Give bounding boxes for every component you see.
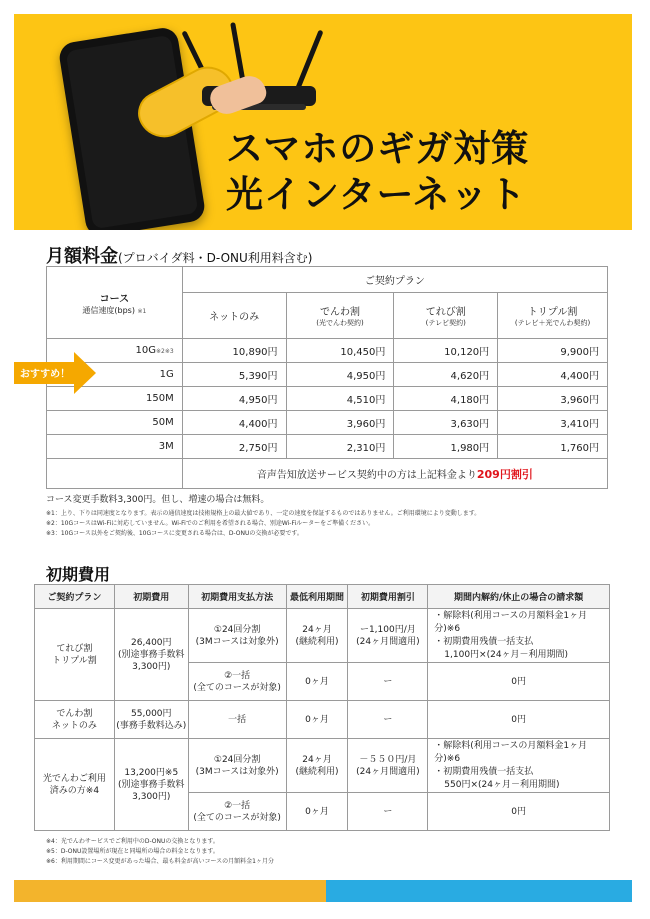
- change-fee-note: コース変更手数料3,300円。但し、増速の場合は無料。: [46, 495, 270, 505]
- discount-cell: －５５０円/月 (24ヶ月間適用): [348, 739, 428, 793]
- period-cell: 24ヶ月 (継続利用): [286, 739, 348, 793]
- price-cell: 10,120円: [394, 339, 498, 363]
- table-row: [35, 739, 610, 793]
- table-row: [47, 435, 608, 459]
- col-terebi-wari: てれび割 (テレビ契約): [394, 293, 498, 339]
- header-period: 最低利用期間: [286, 585, 348, 609]
- price-cell: 5,390円: [182, 363, 286, 387]
- price-cell: 2,750円: [182, 435, 286, 459]
- fee-cell: 13,200円※5 (別途事務手数料 3,300円): [114, 739, 188, 831]
- table-row: [47, 387, 608, 411]
- table-header-row: [35, 585, 610, 609]
- discount-text: 音声告知放送サービス契約中の方は上記料金より: [256, 469, 477, 481]
- price-cell: 3,960円: [286, 411, 394, 435]
- footnote: ※3：10Gコース以外をご契約後、10Gコースに変更される場合は、D-ONUの交換が必要です。: [46, 530, 303, 537]
- monthly-fee-heading: [46, 242, 312, 268]
- table-row: [47, 363, 608, 387]
- plan-cell: てれび割 トリプル割: [35, 609, 115, 701]
- course-header: [47, 267, 183, 339]
- price-cell: 4,400円: [182, 411, 286, 435]
- fee-cell: 26,400円 (別途事務手数料 3,300円): [114, 609, 188, 701]
- plan-cell: でんわ割 ネットのみ: [35, 701, 115, 739]
- price-cell: 4,620円: [394, 363, 498, 387]
- fee-cell: 55,000円 (事務手数料込み): [114, 701, 188, 739]
- price-cell: 1,980円: [394, 435, 498, 459]
- footnote: ※1：上り、下りは同速度となります。表示の通信速度は技術規格上の最大値であり、一定の速度を保証するものではありません。ご利用環境により変動します。: [46, 510, 481, 517]
- period-cell: 0ヶ月: [286, 663, 348, 701]
- charge-cell: 0円: [428, 701, 610, 739]
- price-cell: 3,410円: [498, 411, 608, 435]
- course-name: 3M: [47, 435, 183, 459]
- initial-cost-title: 初期費用: [46, 565, 111, 584]
- price-cell: 10,450円: [286, 339, 394, 363]
- discount-amount: 209円割引: [476, 467, 533, 481]
- method-cell: 一括: [188, 701, 286, 739]
- method-cell: ②一括 (全てのコースが対象): [188, 663, 286, 701]
- price-cell: 9,900円: [498, 339, 608, 363]
- footnote: ※5：D-ONU設置場所が現在と同場所の場合の料金となります。: [46, 848, 219, 855]
- header-fee: 初期費用: [114, 585, 188, 609]
- header-method: 初期費用支払方法: [188, 585, 286, 609]
- header-charge: 期間内解約/休止の場合の請求額: [428, 585, 610, 609]
- plan-header: ご契約プラン: [182, 267, 607, 293]
- course-name: 10G※2※3: [47, 339, 183, 363]
- discount-cell: ー: [348, 663, 428, 701]
- method-cell: ①24回分割 (3Mコースは対象外): [188, 609, 286, 663]
- header-plan: ご契約プラン: [35, 585, 115, 609]
- recommend-badge-label: おすすめ！: [20, 369, 71, 380]
- speed-label: 通信速度(bps): [82, 305, 135, 315]
- course-label: コース: [99, 293, 130, 305]
- charge-cell: ・解除料(利用コースの月額料金1ヶ月分)※6 ・初期費用残債一括支払 1,100円×(24ヶ月－利用期間): [428, 609, 610, 663]
- discount-row: [182, 459, 607, 489]
- table-row: [47, 411, 608, 435]
- price-cell: 4,950円: [286, 363, 394, 387]
- footnote: ※4：光でんわサービスでご利用中のD-ONUの交換となります。: [46, 838, 219, 845]
- table-row: [35, 609, 610, 663]
- price-cell: 10,890円: [182, 339, 286, 363]
- price-cell: 3,960円: [498, 387, 608, 411]
- course-name: 150M: [47, 387, 183, 411]
- method-cell: ①24回分割 (3Mコースは対象外): [188, 739, 286, 793]
- price-cell: 4,400円: [498, 363, 608, 387]
- period-cell: 0ヶ月: [286, 793, 348, 831]
- speed-note: ※1: [137, 307, 147, 315]
- table-row: [35, 701, 610, 739]
- hero-title: [226, 126, 529, 218]
- router-antenna: [293, 30, 323, 95]
- period-cell: 24ヶ月 (継続利用): [286, 609, 348, 663]
- period-cell: 0ヶ月: [286, 701, 348, 739]
- price-cell: 3,630円: [394, 411, 498, 435]
- footer-bar-left: [14, 880, 326, 902]
- price-cell: 4,950円: [182, 387, 286, 411]
- hero-banner: [14, 14, 632, 230]
- discount-cell: ー1,100円/月 (24ヶ月間適用): [348, 609, 428, 663]
- table-row: [47, 339, 608, 363]
- monthly-fee-title: 月額料金: [46, 246, 118, 267]
- col-triple-wari: トリプル割 (テレビ＋光でんわ契約): [498, 293, 608, 339]
- footnote: ※2：10GコースはWi-Fiに対応していません。Wi-Fiでのご利用を希望される場合、別途Wi-Fiルーターをご準備ください。: [46, 520, 375, 527]
- course-name: 1G: [47, 363, 183, 387]
- price-cell: 2,310円: [286, 435, 394, 459]
- price-cell: 1,760円: [498, 435, 608, 459]
- price-cell: 4,510円: [286, 387, 394, 411]
- col-net-only: ネットのみ: [182, 293, 286, 339]
- discount-cell: ー: [348, 793, 428, 831]
- plan-cell: 光でんわご利用 済みの方※4: [35, 739, 115, 831]
- charge-cell: 0円: [428, 663, 610, 701]
- col-denwa-wari: でんわ割 (光でんわ契約): [286, 293, 394, 339]
- charge-cell: 0円: [428, 793, 610, 831]
- charge-cell: ・解除料(利用コースの月額料金1ヶ月分)※6 ・初期費用残債一括支払 550円×(24ヶ月－利用期間): [428, 739, 610, 793]
- monthly-fee-subtitle: (プロバイダ料・D-ONU利用料含む): [118, 251, 313, 265]
- recommend-badge: [14, 352, 98, 392]
- hero-title-line2: 光インターネット: [226, 173, 527, 216]
- arrow-right-icon: [74, 352, 96, 394]
- footnote: ※6：利用期間にコース変更があった場合、最も料金が高いコースの月額料金1ヶ月分: [46, 858, 275, 865]
- monthly-fee-table: [46, 266, 608, 489]
- course-name: 50M: [47, 411, 183, 435]
- discount-cell: ー: [348, 701, 428, 739]
- price-cell: 4,180円: [394, 387, 498, 411]
- initial-cost-table: [34, 584, 610, 831]
- footer-bar-right: [326, 880, 632, 902]
- method-cell: ②一括 (全てのコースが対象): [188, 793, 286, 831]
- hero-title-line1: スマホのギガ対策: [226, 127, 530, 170]
- header-discount: 初期費用割引: [348, 585, 428, 609]
